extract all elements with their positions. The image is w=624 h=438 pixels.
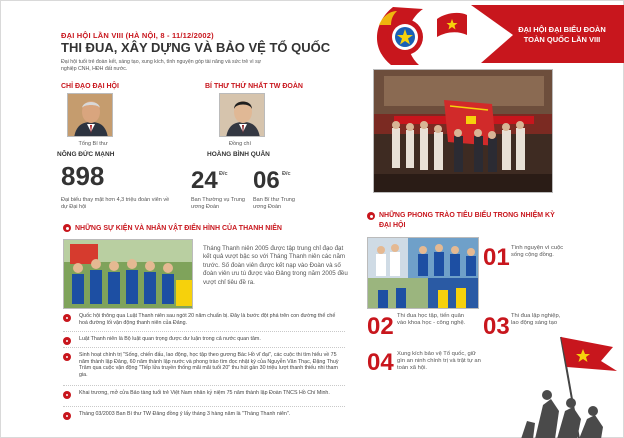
movements-photo-collage bbox=[367, 237, 479, 309]
secretary-role: Đồng chí bbox=[229, 141, 252, 147]
movement-number: 01 bbox=[483, 244, 510, 271]
events-intro: Tháng Thanh niên 2005 được tập trung chỉ đạo đạt kết quả vượt bậc so với Tháng Thanh niên các năm trước. Số đoàn viên được kết nạp vào Đoàn và số đoàn viên ưu tú được vào Đảng trong năm 2005 đều vượt chỉ tiêu đề ra. bbox=[203, 245, 348, 286]
event-item bbox=[63, 390, 345, 399]
chair-heading: CHỈ ĐẠO ĐẠI HỘI bbox=[61, 83, 119, 90]
event-item-text: Khai trương, mở cửa Bảo tàng tuổi trẻ Việt Nam nhân kỷ niệm 75 năm thành lập Đoàn TNCS Hồ Chí Minh. bbox=[79, 390, 330, 396]
secretary-portrait bbox=[219, 93, 265, 137]
delegates-text: Đại biểu thay mặt hơn 4,3 triệu đoàn viên về dự Đại hội bbox=[61, 197, 170, 210]
bullet-icon bbox=[63, 314, 71, 322]
bullet-icon bbox=[63, 337, 71, 345]
bullet-icon bbox=[63, 412, 71, 420]
event-item-text: Luật Thanh niên là Bộ luật quan trọng được dư luận trong cả nước quan tâm. bbox=[79, 336, 261, 342]
divider bbox=[63, 385, 345, 386]
chair-portrait bbox=[67, 93, 113, 137]
event-item-text: Tháng 03/2003 Ban Bí thư TW Đảng đồng ý lấy tháng 3 hàng năm là "Tháng Thanh niên". bbox=[79, 411, 291, 417]
movement-text: Thi đua lập nghiệp, lao động sáng tạo bbox=[511, 313, 561, 327]
movement-text: Tình nguyện vì cuộc sống cộng đồng. bbox=[511, 245, 564, 259]
banner-title-line1: ĐẠI HỘI ĐẠI BIỂU ĐOÀN bbox=[518, 25, 606, 34]
event-item-text: Quốc hội thông qua Luật Thanh niên sau ngót 20 năm chuẩn bị. Đây là bước đột phá trên con đường thể chế hoá đường lối vận động thanh niên của Đảng. bbox=[79, 313, 336, 326]
congress-photo bbox=[373, 69, 553, 193]
delegates-number: 898 bbox=[61, 161, 105, 191]
event-item bbox=[63, 411, 345, 420]
event-item-text: Sinh hoạt chính trị "Sống, chiến đấu, lao động, học tập theo gương Bác Hồ vĩ đại", các cuộc thi tìm hiểu về 75 năm thành lập Đảng, 60 năm thành lập nước và phong trào tìm đọc nhật ký của Nguyễn Văn Thạc, Đặng Thuỳ Trâm qua cuộc vận động "Tiếp lửa truyền thống mãi mãi tuổi 20" thu hút gần 30 triệu lượt thanh thiếu nhi tham gia. bbox=[79, 352, 339, 378]
chair-role: Tổng Bí thư bbox=[78, 141, 108, 147]
movement-text: Xung kích bảo vệ Tổ quốc, giữ gìn an ninh chính trị và trật tự an toàn xã hội. bbox=[397, 351, 481, 372]
divider bbox=[63, 347, 345, 348]
standing-committee-number: 24 bbox=[191, 167, 218, 194]
movements-heading bbox=[367, 211, 555, 231]
congress-banner bbox=[363, 5, 624, 67]
secretary-heading: BÍ THƯ THỨ NHẤT TW ĐOÀN bbox=[205, 83, 303, 90]
events-heading-text: NHỮNG SỰ KIỆN VÀ NHÂN VẬT ĐIỂN HÌNH CỦA THANH NIÊN bbox=[75, 224, 282, 232]
secretary-name: HOÀNG BÌNH QUÂN bbox=[207, 151, 270, 158]
section-bullet-icon bbox=[63, 224, 71, 232]
bullet-icon bbox=[63, 391, 71, 399]
secretariat-number: 06 bbox=[253, 167, 280, 194]
movement-number: 04 bbox=[367, 349, 394, 376]
movement-text: Thi đua học tập, tiến quân vào khoa học - công nghệ. bbox=[397, 313, 466, 327]
event-item bbox=[63, 313, 345, 326]
movement-number: 03 bbox=[483, 313, 510, 340]
flag-raising-silhouette bbox=[521, 327, 624, 438]
events-heading bbox=[63, 224, 282, 232]
chair-name: NÔNG ĐỨC MẠNH bbox=[57, 151, 115, 158]
event-item bbox=[63, 336, 345, 345]
event-item bbox=[63, 352, 345, 378]
youth-group-photo bbox=[63, 239, 193, 309]
section-bullet-icon bbox=[367, 212, 375, 220]
banner-title-line2: TOÀN QUỐC LẦN VIII bbox=[523, 35, 601, 44]
page-title: THI ĐUA, XÂY DỰNG VÀ BẢO VỆ TỔ QUỐC bbox=[61, 40, 331, 55]
congress-kicker: ĐẠI HỘI LẦN VIII (HÀ NỘI, 8 - 11/12/2002) bbox=[61, 31, 214, 40]
movement-number: 02 bbox=[367, 313, 394, 340]
movements-heading-line2: ĐẠI HỘI bbox=[379, 222, 406, 229]
page-description: Đại hội tuổi trẻ đoàn kết, sáng tạo, xung kích, tình nguyện góp tài năng và sức trẻ vì sự nghiệp CNH, HĐH đất nước. bbox=[61, 59, 262, 72]
divider bbox=[63, 406, 345, 407]
movements-heading-line1: NHỮNG PHONG TRÀO TIÊU BIỂU TRONG NHIỆM KỲ bbox=[379, 212, 555, 219]
divider bbox=[63, 331, 345, 332]
standing-committee-text: Ban Thường vụ Trung ương Đoàn bbox=[191, 197, 245, 210]
bullet-icon bbox=[63, 353, 71, 361]
secretariat-text: Ban Bí thư Trung ương Đoàn bbox=[253, 197, 295, 210]
secretariat-unit: Đ/c bbox=[282, 171, 291, 177]
standing-committee-unit: Đ/c bbox=[219, 171, 228, 177]
